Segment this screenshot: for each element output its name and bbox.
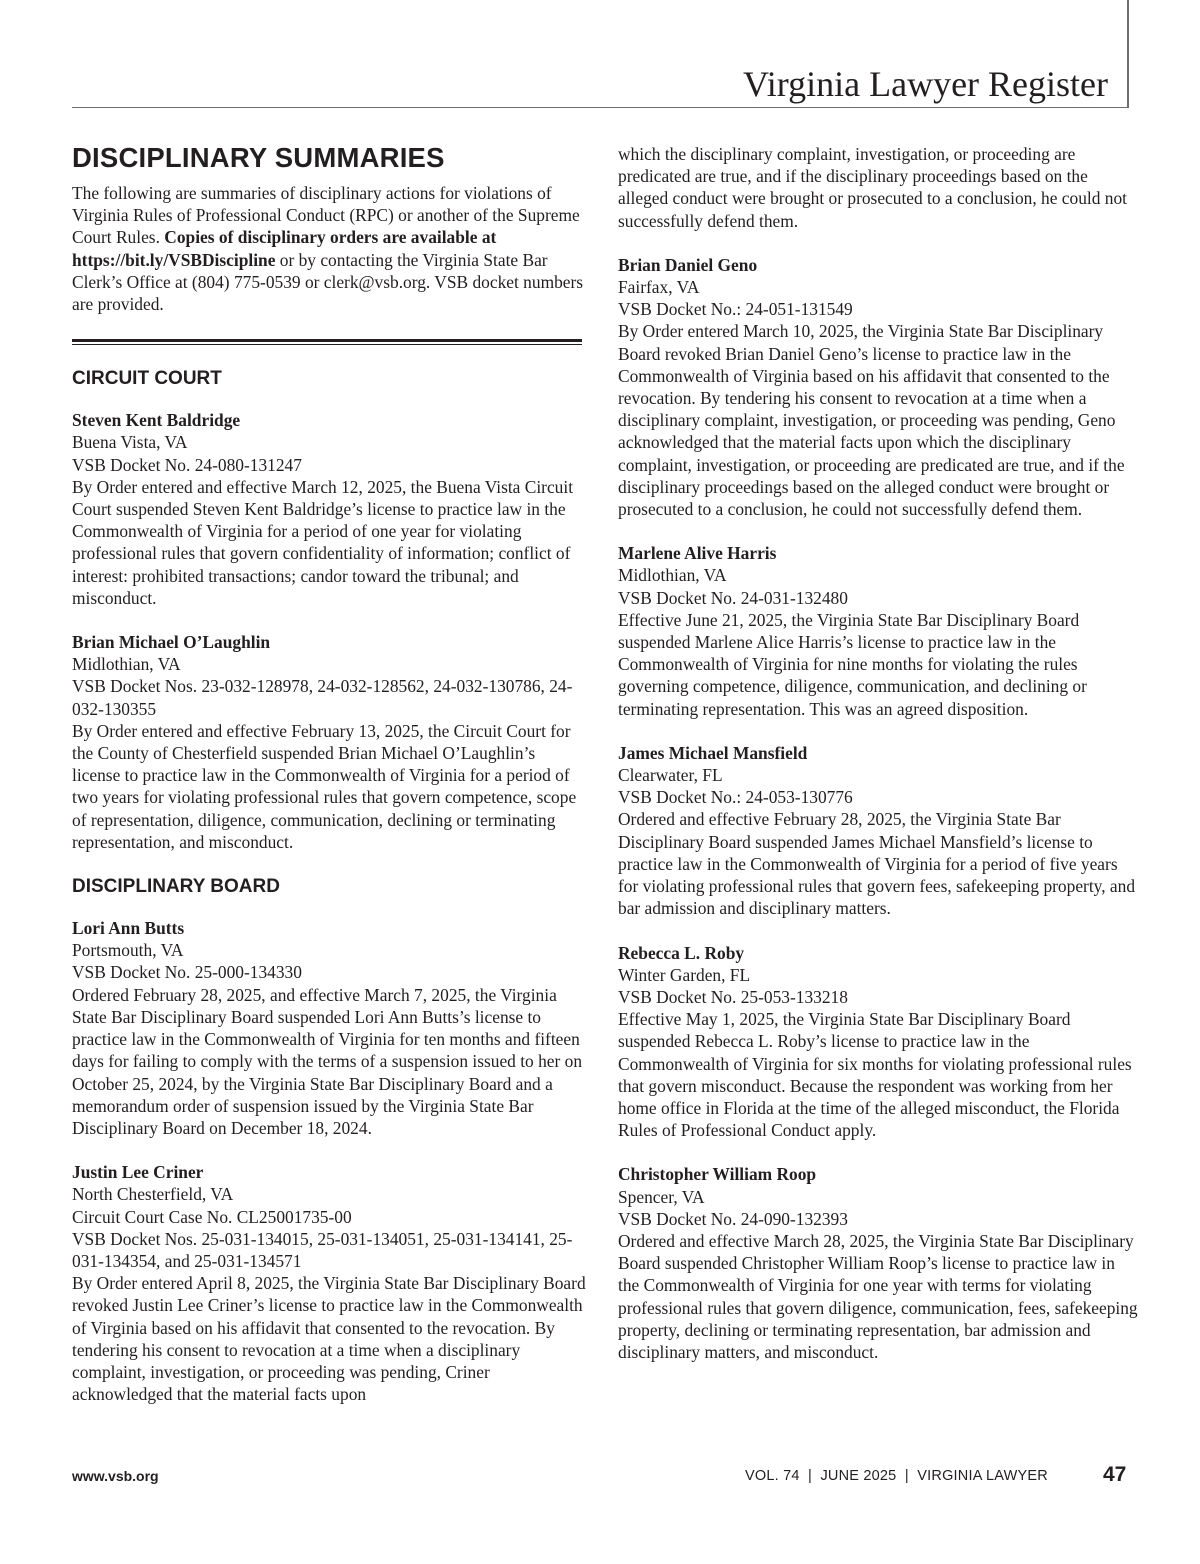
- entry-text: By Order entered and effective March 12, 2025, the Buena Vista Circuit Court suspended Steven Kent Baldridge’s license to practice law in the Commonwealth of Virginia for a period of one year for violating professional rules that govern confidentiality of information; conflict of interest: prohibited transactions; candor toward the tribunal; and misconduct.: [72, 476, 574, 608]
- entry-name: James Michael Mansfield: [618, 742, 808, 763]
- entry-butts: [72, 917, 587, 1139]
- entry-location: Clearwater, FL: [618, 765, 723, 786]
- header-vertical-rule: [1127, 0, 1129, 108]
- entry-location: Winter Garden, FL: [618, 964, 751, 985]
- entry-olaughlin: [72, 631, 587, 853]
- entry-name: Steven Kent Baldridge: [72, 410, 241, 431]
- entry-location: Fairfax, VA: [618, 277, 700, 298]
- intro-text-2: or by contacting the Virginia State Bar Clerk’s Office at (804) 775-0539 or clerk@vsb.org. VSB docket numbers are provided.: [72, 249, 584, 315]
- section-heading-circuit-court: CIRCUIT COURT: [72, 368, 222, 390]
- intro-paragraph: [72, 182, 587, 315]
- entry-docket: VSB Docket No. 24-080-131247: [72, 454, 302, 475]
- entry-name: Brian Daniel Geno: [618, 254, 758, 275]
- footer-website: www.vsb.org: [72, 1468, 159, 1484]
- entry-docket: VSB Docket No. 24-031-132480: [618, 587, 848, 608]
- entry-location: North Chesterfield, VA: [72, 1184, 234, 1205]
- entry-name: Rebecca L. Roby: [618, 942, 745, 963]
- entry-docket: VSB Docket No. 24-090-132393: [618, 1208, 848, 1229]
- entry-roby: [618, 942, 1138, 1142]
- footer-issue-text: VOL. 74 | JUNE 2025 | VIRGINIA LAWYER: [745, 1468, 1048, 1484]
- running-header-title: Virginia Lawyer Register: [742, 64, 1108, 104]
- entry-text: Effective June 21, 2025, the Virginia State Bar Disciplinary Board suspended Marlene Alice Harris’s license to practice law in the Commonwealth of Virginia for nine months for violating the rules governing competence, diligence, communication, and declining or terminating representation. This was an agreed disposition.: [618, 609, 1087, 719]
- left-column: [72, 142, 587, 1405]
- section-heading-disciplinary-board: DISCIPLINARY BOARD: [72, 876, 280, 898]
- footer-issue-info: [745, 1468, 1048, 1484]
- intro-text-bold: Copies of disciplinary orders are available at https://bit.ly/VSBDiscipline: [72, 227, 497, 270]
- entry-text: By Order entered March 10, 2025, the Virginia State Bar Disciplinary Board revoked Brian Daniel Geno’s license to practice law in the Commonwealth of Virginia based on his affidavit that consented to the revocation. By tendering his consent to revocation at a time when a disciplinary complaint, investigation, or proceeding was pending, Geno acknowledged that the material facts upon which the disciplinary complaint, investigation, or proceeding are predicated are true, and if the disciplinary proceedings based on the alleged conduct were brought or prosecuted to a conclusion, he could not successfully defend them.: [618, 321, 1125, 520]
- entry-case: Circuit Court Case No. CL25001735-00: [72, 1206, 352, 1227]
- entry-location: Portsmouth, VA: [72, 940, 184, 961]
- page-number: 47: [1103, 1463, 1127, 1486]
- entry-roop: [618, 1163, 1138, 1363]
- entry-docket: VSB Docket No.: 24-051-131549: [618, 299, 853, 320]
- entry-text: Ordered and effective March 28, 2025, the Virginia State Bar Disciplinary Board suspended Christopher William Roop’s license to practice law in the Commonwealth of Virginia for one year with terms for violating professional rules that govern diligence, communication, fees, safekeeping property, declining or terminating representation, bar admission and disciplinary matters, and misconduct.: [618, 1230, 1138, 1362]
- entry-baldridge: [72, 409, 587, 609]
- entry-docket: VSB Docket Nos. 23-032-128978, 24-032-128562, 24-032-130786, 24-032-130355: [72, 676, 573, 719]
- entry-location: Midlothian, VA: [72, 654, 181, 675]
- entry-location: Spencer, VA: [618, 1186, 705, 1207]
- entry-name: Lori Ann Butts: [72, 918, 185, 939]
- intro-text-1: The following are summaries of disciplinary actions for violations of Virginia Rules of Professional Conduct (RPC) or another of the Supreme Court Rules.: [72, 183, 580, 248]
- entry-docket: VSB Docket No.: 24-053-130776: [618, 787, 853, 808]
- entry-text: By Order entered and effective February 13, 2025, the Circuit Court for the County of Chesterfield suspended Brian Michael O’Laughlin’s license to practice law in the Commonwealth of Virginia for a period of two years for violating professional rules that govern competence, scope of representation, diligence, communication, declining or terminating representation, and misconduct.: [72, 720, 577, 852]
- entry-name: Christopher William Roop: [618, 1164, 817, 1185]
- entry-text: By Order entered April 8, 2025, the Virginia State Bar Disciplinary Board revoked Justin Lee Criner’s license to practice law in the Commonwealth of Virginia based on his affidavit that consented to the revocation. By tendering his consent to revocation at a time when a disciplinary complaint, investigation, or proceeding was pending, Criner acknowledged that the material facts upon: [72, 1273, 586, 1405]
- page-title: DISCIPLINARY SUMMARIES: [72, 142, 445, 173]
- entry-docket: VSB Docket No. 25-053-133218: [618, 986, 848, 1007]
- entry-text: Effective May 1, 2025, the Virginia State Bar Disciplinary Board suspended Rebecca L. Roby’s license to practice law in the Commonwealth of Virginia for six months for violating professional rules that govern misconduct. Because the respondent was working from her home office in Florida at the time of the alleged misconduct, the Florida Rules of Professional Conduct apply.: [618, 1009, 1132, 1141]
- entry-name: Brian Michael O’Laughlin: [72, 632, 271, 653]
- entry-location: Buena Vista, VA: [72, 432, 188, 453]
- header-horizontal-rule: [72, 107, 1129, 108]
- entry-criner-continuation: which the disciplinary complaint, investigation, or proceeding are predicated are true, and if the disciplinary proceedings based on the alleged conduct were brought or prosecuted to a conclusion, he could not successfully defend them.: [618, 144, 1127, 231]
- entry-text: Ordered February 28, 2025, and effective March 7, 2025, the Virginia State Bar Disciplinary Board suspended Lori Ann Butts’s license to practice law in the Commonwealth of Virginia for ten months and fifteen days for failing to comply with the terms of a suspension issued to her on October 25, 2024, by the Virginia State Bar Disciplinary Board and a memorandum order of suspension issued by the Virginia State Bar Disciplinary Board on December 18, 2024.: [72, 984, 583, 1138]
- entry-geno: [618, 254, 1138, 520]
- entry-location: Midlothian, VA: [618, 565, 727, 586]
- entry-mansfield: [618, 742, 1138, 920]
- right-column: [618, 143, 1138, 1363]
- entry-harris: [618, 542, 1138, 720]
- entry-criner: [72, 1161, 587, 1405]
- entry-name: Justin Lee Criner: [72, 1162, 204, 1183]
- entry-docket: VSB Docket No. 25-000-134330: [72, 962, 302, 983]
- entry-name: Marlene Alive Harris: [618, 543, 777, 564]
- entry-docket: VSB Docket Nos. 25-031-134015, 25-031-134051, 25-031-134141, 25-031-134354, and 25-031-134571: [72, 1228, 573, 1271]
- entry-text: Ordered and effective February 28, 2025, the Virginia State Bar Disciplinary Board suspended James Michael Mansfield’s license to practice law in the Commonwealth of Virginia for a period of five years for violating professional rules that govern fees, safekeeping property, and bar admission and disciplinary matters.: [618, 809, 1136, 919]
